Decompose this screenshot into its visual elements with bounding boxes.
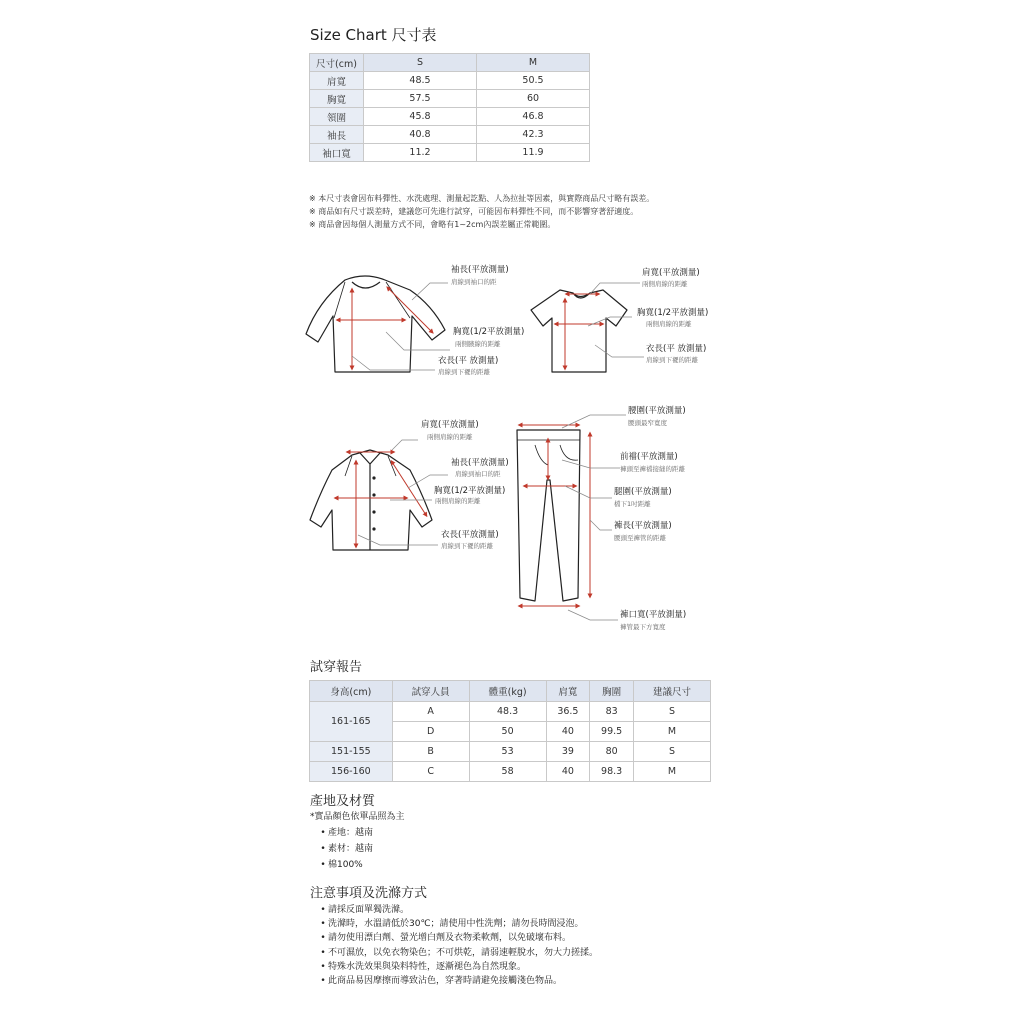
origin-item: 產地：越南 [328, 828, 374, 838]
size-chart-row-label: 肩寬 [310, 72, 364, 90]
care-item: 請勿使用漂白劑、螢光增白劑及衣物柔軟劑，以免破壞布料。 [328, 933, 572, 944]
pants-thigh-label: 腿圍(平放測量) [614, 487, 672, 497]
fit-report-header-row [310, 681, 711, 702]
list-item: • 產地：越南 [320, 828, 374, 838]
fit-chest-cell: 98.3 [590, 762, 634, 782]
raglan-sleeve-label: 袖長(平放測量) [451, 265, 509, 275]
origin-list [318, 825, 373, 873]
fit-height-cell: 161-165 [310, 702, 393, 742]
tee-chest-label: 胸寬(1/2平放測量) [637, 308, 709, 318]
list-item: • 請採反面單獨洗滌。 [320, 905, 410, 915]
fit-report-header-cell: 身高(cm) [310, 681, 393, 702]
fit-person-cell: C [392, 762, 469, 782]
fit-shoulder-cell: 40 [546, 762, 590, 782]
size-chart-header-cell: 尺寸(cm) [310, 54, 364, 72]
origin-item: 素材：越南 [328, 844, 374, 854]
list-item: • 此商品易因摩擦而導致沾色，穿著時請避免接觸淺色物品。 [320, 976, 563, 987]
fit-height-cell: 151-155 [310, 742, 393, 762]
fit-report-header-cell: 胸圍 [590, 681, 634, 702]
shirt-length-desc: 肩線到下襬的距離 [441, 542, 493, 550]
fit-person-cell: A [392, 702, 469, 722]
fit-report-header-cell: 體重(kg) [469, 681, 546, 702]
shirt-chest-desc: 兩側肩線的距離 [435, 497, 481, 505]
pants-waist-desc: 腰頭最窄寬度 [628, 419, 667, 427]
size-chart-cell: 45.8 [364, 108, 477, 126]
fit-height-cell: 156-160 [310, 762, 393, 782]
size-chart-cell: 50.5 [477, 72, 590, 90]
size-chart-cell: 11.9 [477, 144, 590, 162]
tee-shoulder-label: 肩寬(平放測量) [642, 268, 700, 278]
care-item: 請採反面單獨洗滌。 [328, 905, 410, 915]
size-chart-title: Size Chart 尺寸表 [310, 26, 437, 44]
raglan-chest-desc: 兩側腋線的距離 [455, 340, 501, 348]
size-chart-row-label: 胸寬 [310, 90, 364, 108]
shirt-sleeve-desc: 肩線到袖口的距 [455, 470, 501, 478]
fit-shoulder-cell: 36.5 [546, 702, 590, 722]
care-item: 不可濕放，以免衣物染色；不可烘乾，請弱速輕脫水，勿大力搓揉。 [328, 947, 599, 958]
size-note: ※ 商品如有尺寸誤差時，建議您可先進行試穿，可能因布料彈性不同，而不影響穿著舒適度。 [309, 207, 639, 216]
pants-thigh-desc: 檔下1吋距離 [614, 500, 651, 508]
shirt-sleeve-label: 袖長(平放測量) [451, 458, 509, 468]
shirt-shoulder-desc: 兩側肩線的距離 [427, 433, 473, 441]
care-item: 特殊水洗效果與染料特性，逐漸褪色為自然現象。 [328, 961, 527, 972]
raglan-chest-label: 胸寬(1/2平放測量) [453, 327, 525, 337]
size-chart-row-label: 領圍 [310, 108, 364, 126]
shirt-shoulder-label: 肩寬(平放測量) [421, 420, 479, 430]
size-note: ※ 本尺寸表會因布料彈性、水洗處理、測量起訖點、人為拉扯等因素，與實際商品尺寸略有誤差。 [309, 194, 655, 203]
care-list [318, 903, 598, 988]
care-item: 此商品易因摩擦而導致沾色，穿著時請避免接觸淺色物品。 [328, 976, 563, 987]
list-item: • 請勿使用漂白劑、螢光增白劑及衣物柔軟劑，以免破壞布料。 [320, 933, 572, 944]
origin-item: 棉100% [328, 860, 363, 870]
pants-length-desc: 腰頭至褲管的距離 [614, 534, 666, 542]
pants-length-label: 褲長(平放測量) [614, 521, 672, 531]
fit-chest-cell: 83 [590, 702, 634, 722]
fit-shoulder-cell: 39 [546, 742, 590, 762]
size-chart-cell: 11.2 [364, 144, 477, 162]
origin-title: 產地及材質 [310, 794, 376, 809]
table-row [310, 762, 711, 782]
list-item: • 不可濕放，以免衣物染色；不可烘乾，請弱速輕脫水，勿大力搓揉。 [320, 947, 599, 958]
tee-chest-desc: 兩側肩線的距離 [646, 320, 692, 328]
tee-length-label: 衣長(平 放測量) [646, 344, 707, 354]
size-chart-cell: 60 [477, 90, 590, 108]
pants-hem-label: 褲口寬(平放測量) [620, 610, 687, 620]
pants-rise-desc: 褲頭至褲襠接縫的距離 [620, 465, 685, 473]
fit-size-cell: S [633, 702, 710, 722]
fit-chest-cell: 80 [590, 742, 634, 762]
list-item: • 洗滌時，水溫請低於30℃；請使用中性洗劑；請勿長時間浸泡。 [320, 919, 584, 930]
fit-weight-cell: 53 [469, 742, 546, 762]
fit-person-cell: B [392, 742, 469, 762]
size-chart-row-label: 袖口寬 [310, 144, 364, 162]
color-note: *實品顏色依單品照為主 [310, 812, 405, 822]
raglan-length-desc: 肩線到下襬的距離 [438, 368, 490, 376]
size-chart-header-cell: S [364, 54, 477, 72]
raglan-length-label: 衣長(平 放測量) [438, 356, 499, 366]
list-item: • 棉100% [320, 860, 363, 870]
fit-report-header-cell: 試穿人員 [392, 681, 469, 702]
care-item: 洗滌時，水溫請低於30℃；請使用中性洗劑；請勿長時間浸泡。 [328, 919, 584, 930]
table-row [310, 742, 711, 762]
raglan-sleeve-desc: 肩線到袖口的距 [451, 278, 497, 286]
pants-rise-label: 前襠(平放測量) [620, 452, 678, 462]
list-item: • 素材：越南 [320, 844, 374, 854]
fit-person-cell: D [392, 722, 469, 742]
fit-size-cell: S [633, 742, 710, 762]
list-item: • 特殊水洗效果與染料特性，逐漸褪色為自然現象。 [320, 961, 527, 972]
tee-shoulder-desc: 兩側肩線的距離 [642, 280, 688, 288]
fit-weight-cell: 58 [469, 762, 546, 782]
pants-hem-desc: 褲管最下方寬度 [620, 623, 666, 631]
fit-report-header-cell: 建議尺寸 [633, 681, 710, 702]
care-title: 注意事項及洗滌方式 [310, 886, 428, 901]
size-chart-cell: 40.8 [364, 126, 477, 144]
size-note: ※ 商品會因每個人測量方式不同，會略有1~2cm內誤差屬正常範圍。 [309, 220, 556, 229]
tee-length-desc: 肩線到下襬的距離 [646, 356, 698, 364]
pants-waist-label: 腰圍(平放測量) [628, 406, 686, 416]
tshirt-icon [531, 290, 627, 372]
fit-report-header-cell: 肩寬 [546, 681, 590, 702]
fit-shoulder-cell: 40 [546, 722, 590, 742]
size-chart-row-label: 袖長 [310, 126, 364, 144]
fit-chest-cell: 99.5 [590, 722, 634, 742]
size-chart-cell: 57.5 [364, 90, 477, 108]
table-row [310, 702, 711, 722]
fit-weight-cell: 50 [469, 722, 546, 742]
size-chart-cell: 48.5 [364, 72, 477, 90]
fit-report-title: 試穿報告 [310, 660, 363, 675]
shirt-chest-label: 胸寬(1/2平放測量) [434, 486, 506, 496]
fit-report-table [309, 680, 711, 782]
fit-size-cell: M [633, 722, 710, 742]
size-chart-cell: 46.8 [477, 108, 590, 126]
size-chart-header-cell: M [477, 54, 590, 72]
fit-weight-cell: 48.3 [469, 702, 546, 722]
size-chart-cell: 42.3 [477, 126, 590, 144]
fit-size-cell: M [633, 762, 710, 782]
shirt-length-label: 衣長(平放測量) [441, 530, 499, 540]
